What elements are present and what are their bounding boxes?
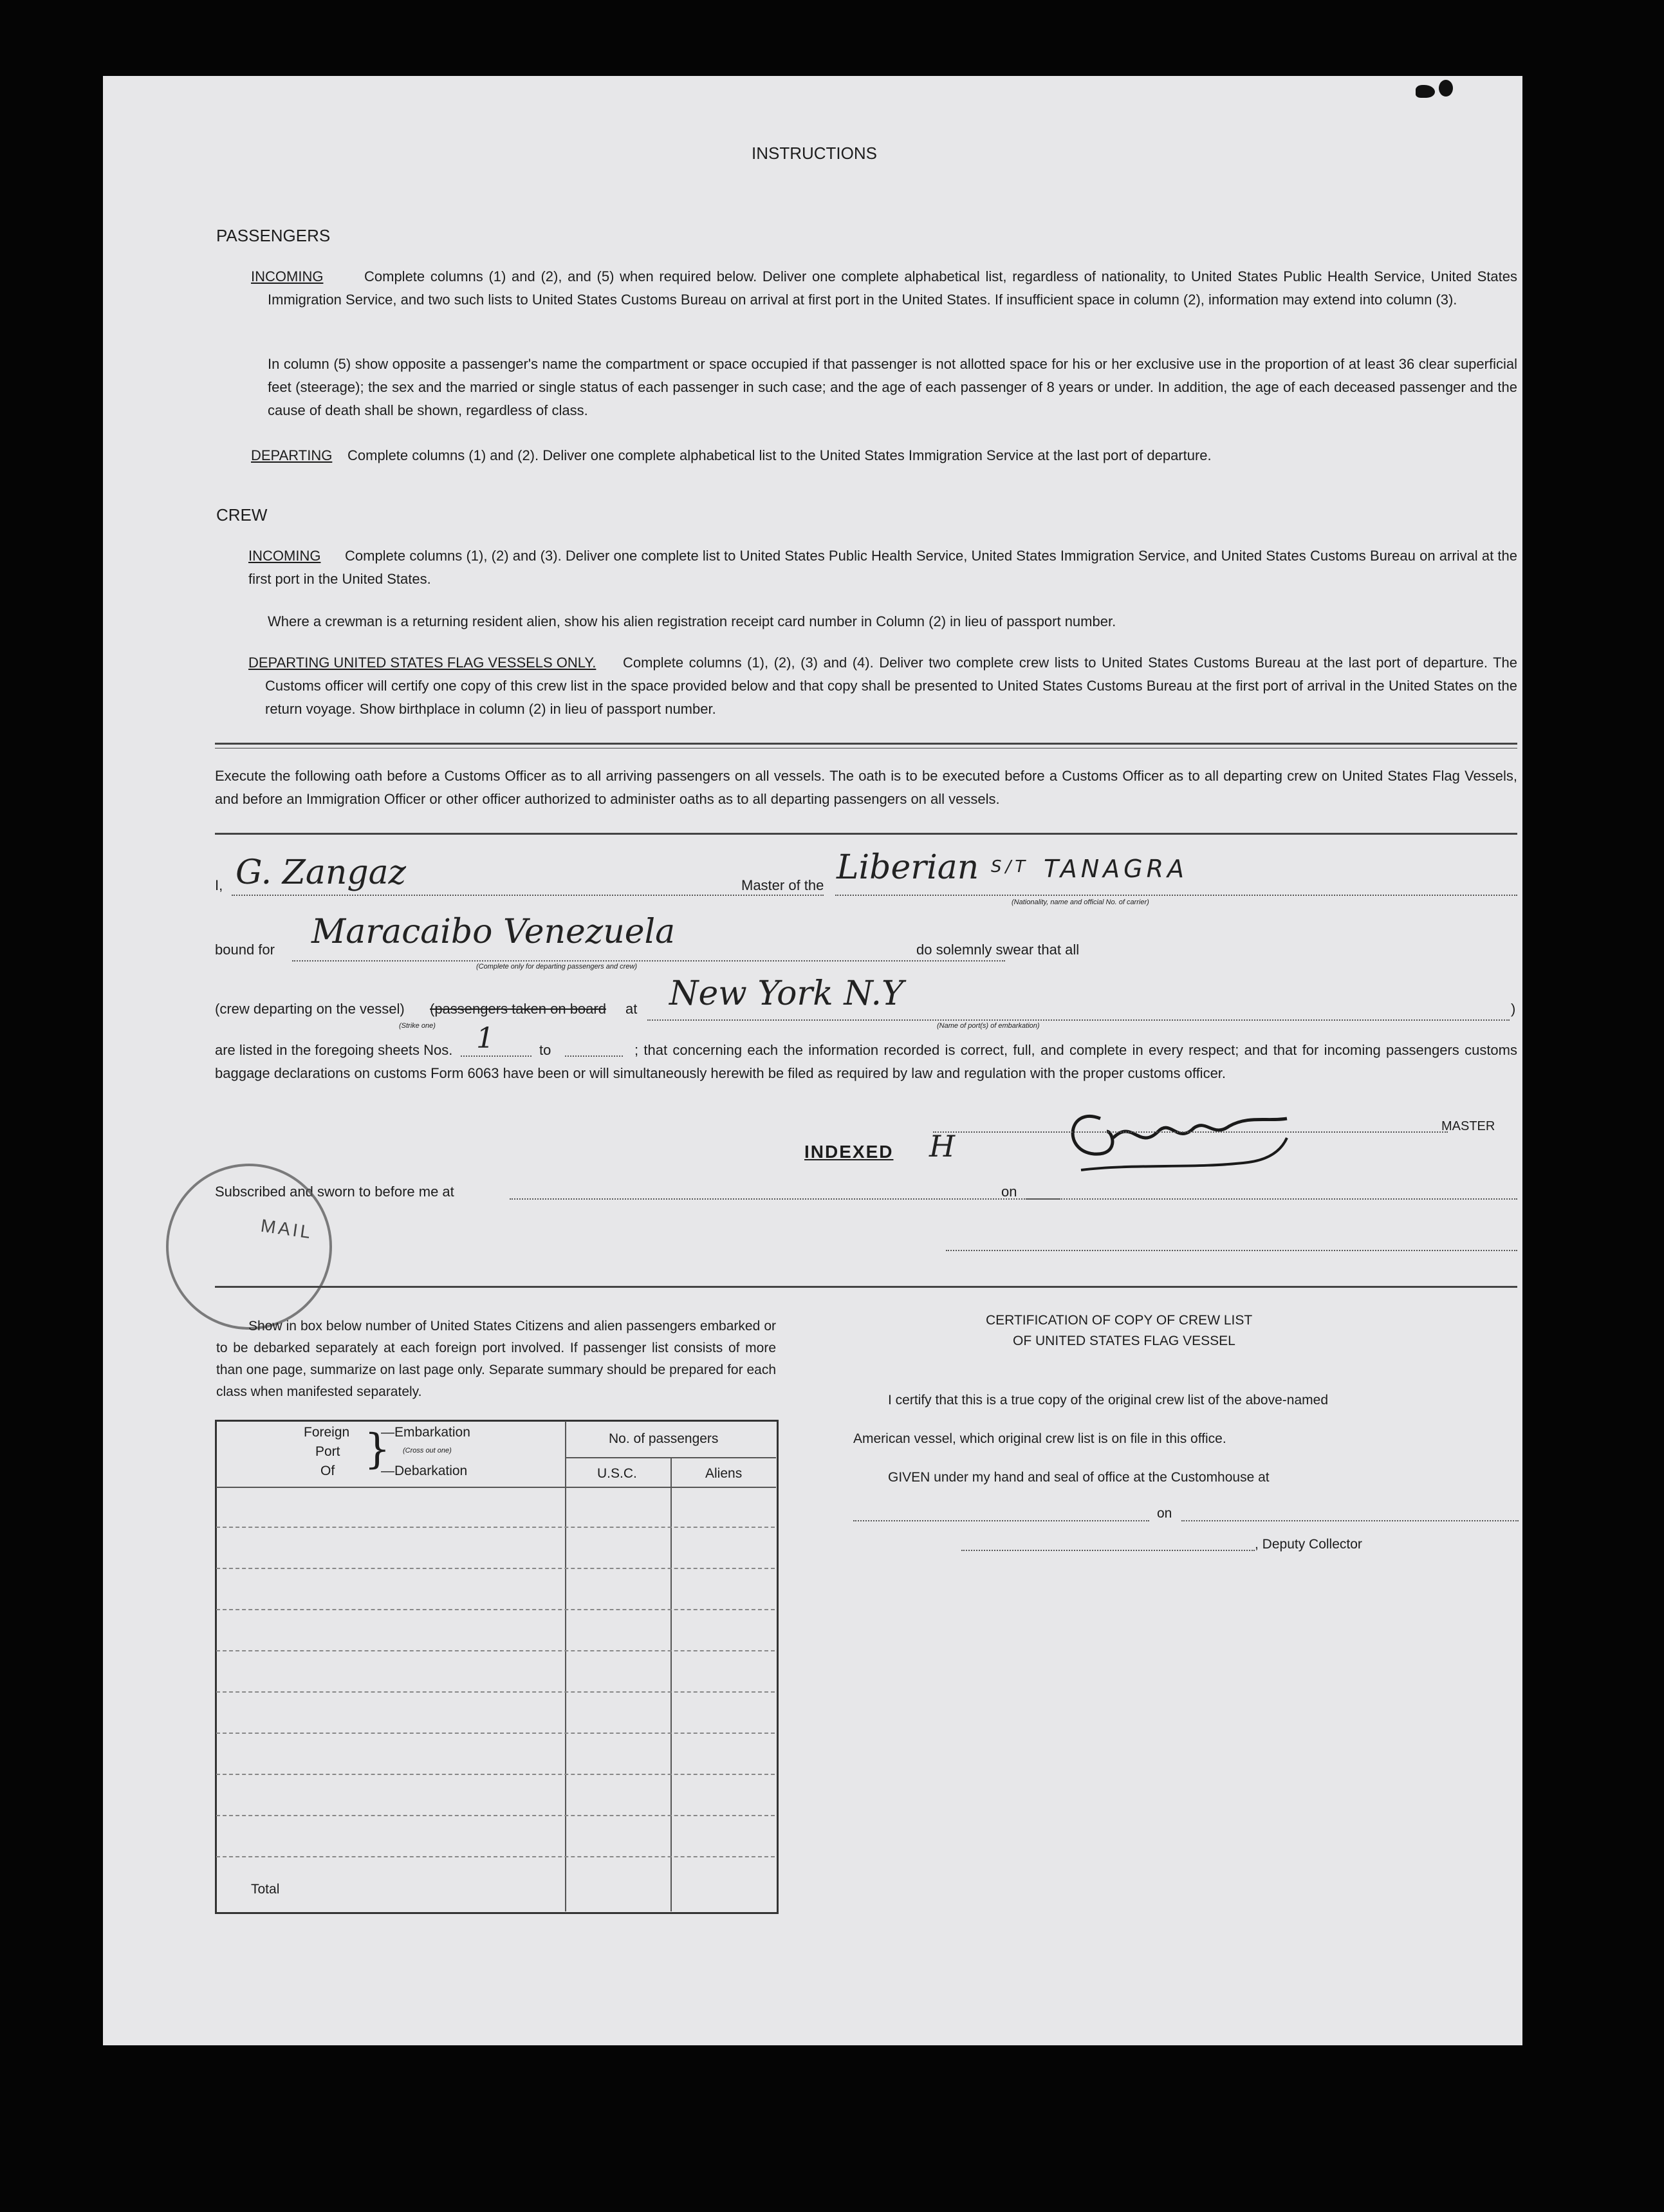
- certification-title-1: CERTIFICATION OF COPY OF CREW LIST: [986, 1313, 1253, 1328]
- passengers-departing-label: DEPARTING: [251, 447, 333, 463]
- officer-line: [946, 1250, 1517, 1251]
- certification-line-1: I certify that this is a true copy of the original crew list of the above-named: [888, 1393, 1328, 1408]
- embarkation-label: —Embarkation: [381, 1425, 470, 1440]
- passengers-taken-option: (passengers taken on board: [430, 1001, 606, 1017]
- passengers-incoming-text: Complete columns (1) and (2), and (5) when required below. Deliver one complete alphabetical list, regardless of nationality, to United States Public Health Service, United States Immigration Service, and two such lists to United States Customs Bureau on arrival at first port in the United States. If insufficient space in column (2), information may extend into column (3).: [268, 268, 1517, 308]
- crew-departing-text: Complete columns (1), (2), (3) and (4). Deliver two complete crew lists to United States Customs Bureau at the last port of departure. The Customs officer will certify one copy of this crew list in the space provided below and that copy shall be presented to United States Customs Bureau at the first port of arrival in the United States on the return voyage. Show birthplace in column (2) in lieu of passport number.: [265, 655, 1517, 717]
- swear-text: do solemnly swear that all: [916, 942, 1080, 958]
- crew-departing-option: (crew departing on the vessel): [215, 1001, 405, 1017]
- divider: [215, 1286, 1517, 1288]
- indexed-mark: H: [929, 1129, 956, 1164]
- form-page: [103, 76, 1522, 2045]
- destination-handwritten: Maracaibo Venezuela: [311, 913, 676, 951]
- table-divider: [565, 1421, 566, 1911]
- crew-incoming-text: Complete columns (1), (2) and (3). Deliver one complete list to United States Public Health Service, United States Immigration Service, and United States Customs Bureau on arrival at the first port in the United States.: [248, 548, 1517, 587]
- table-divider: [216, 1487, 776, 1488]
- cross-out-caption: (Cross out one): [403, 1447, 452, 1455]
- master-signature: [1055, 1093, 1326, 1176]
- total-label: Total: [251, 1882, 280, 1897]
- table-row: [216, 1609, 775, 1610]
- table-row: [216, 1691, 775, 1693]
- certification-line-2: American vessel, which original crew list is on file in this office.: [853, 1431, 1226, 1446]
- certification-title-2: OF UNITED STATES FLAG VESSEL: [1013, 1334, 1235, 1348]
- sheet-from-handwritten: 1: [476, 1022, 494, 1055]
- postmark-stamp: [166, 1164, 332, 1330]
- port-caption: (Name of port(s) of embarkation): [937, 1022, 1040, 1030]
- subscribed-place-line: [510, 1198, 1060, 1200]
- col-foreign: Foreign: [304, 1425, 350, 1440]
- postmark-text: MAIL: [259, 1215, 315, 1243]
- deputy-collector-label: , Deputy Collector: [1255, 1537, 1362, 1552]
- aliens-header: Aliens: [705, 1466, 743, 1481]
- to-label: to: [539, 1042, 551, 1058]
- divider: [215, 833, 1517, 835]
- paper-damage: [1439, 80, 1453, 97]
- vessel-prefix-handwritten: S/T: [991, 857, 1030, 877]
- crew-incoming-label: INCOMING: [248, 548, 321, 564]
- i-label: I,: [215, 877, 223, 893]
- subscribed-date-line: [1026, 1198, 1517, 1200]
- oath-intro-text: Execute the following oath before a Customs Officer as to all arriving passengers on all vessels. The oath is to be executed before a Customs Officer as to all departing crew on United States Flag Vessels, and before an Immigration Officer or other officer authorized to administer oaths as to all departing passengers on all vessels.: [215, 768, 1517, 807]
- strike-caption: (Strike one): [399, 1022, 436, 1030]
- table-row: [216, 1527, 775, 1528]
- on-label: on: [1001, 1184, 1017, 1200]
- master-of-label: Master of the: [741, 877, 824, 893]
- certification-date-line: [1181, 1520, 1519, 1521]
- certification-line-3: GIVEN under my hand and seal of office at the Customhouse at: [888, 1470, 1270, 1485]
- passenger-summary-table: [215, 1420, 779, 1914]
- port-line: [647, 1019, 1510, 1021]
- table-row: [216, 1856, 775, 1857]
- master-name-line: [232, 895, 824, 896]
- vessel-caption: (Nationality, name and official No. of carrier): [1012, 898, 1149, 906]
- passengers-incoming-label: INCOMING: [251, 268, 324, 284]
- crew-departing-label: DEPARTING UNITED STATES FLAG VESSELS ONLY.: [248, 655, 596, 671]
- passengers-heading: PASSENGERS: [216, 226, 331, 245]
- close-paren: ): [1511, 1001, 1516, 1017]
- vessel-nationality-handwritten: Liberian: [837, 848, 979, 887]
- master-label: MASTER: [1441, 1119, 1495, 1133]
- subscribed-label: Subscribed and sworn to before me at: [215, 1184, 454, 1200]
- table-row: [216, 1568, 775, 1569]
- usc-header: U.S.C.: [597, 1466, 637, 1481]
- listed-rest-text: ; that concerning each the information recorded is correct, full, and complete in every respect; and that for incoming passengers customs baggage declarations on customs Form 6063 have been or will simultaneously herewith be filed as required by law and regulation with the proper customs officer.: [215, 1042, 1517, 1081]
- deputy-signature-line: [961, 1550, 1255, 1551]
- crew-resident-text: Where a crewman is a returning resident alien, show his alien registration receipt card number in Column (2) in lieu of passport number.: [268, 613, 1116, 629]
- table-row: [216, 1815, 775, 1816]
- bound-for-label: bound for: [215, 942, 275, 958]
- no-passengers-header: No. of passengers: [609, 1431, 719, 1446]
- passengers-column5-text: In column (5) show opposite a passenger's name the compartment or space occupied if that passenger is not allotted space for his or her exclusive use in the proportion of at least 36 clear superficial feet (steerage); the sex and the married or single status of each passenger in such case; and the age of each passenger of 8 years or under. In addition, the age of each deceased passenger and the cause of death shall be shown, regardless of class.: [268, 356, 1517, 418]
- col-of: Of: [320, 1464, 335, 1478]
- at-label: at: [625, 1001, 638, 1017]
- vessel-line: [835, 895, 1517, 896]
- master-name-handwritten: G. Zangaz: [236, 853, 407, 892]
- col-port: Port: [315, 1444, 340, 1459]
- vessel-name-handwritten: TANAGRA: [1044, 855, 1188, 883]
- brace: }: [364, 1426, 391, 1473]
- table-row: [216, 1650, 775, 1651]
- paper-damage: [1416, 85, 1435, 98]
- table-row: [216, 1774, 775, 1775]
- divider: [215, 743, 1517, 745]
- page-title: INSTRUCTIONS: [752, 144, 877, 163]
- indexed-stamp: INDEXED: [804, 1142, 894, 1162]
- listed-prefix: are listed in the foregoing sheets Nos.: [215, 1042, 453, 1058]
- crew-heading: CREW: [216, 505, 268, 525]
- customhouse-line: [853, 1520, 1149, 1521]
- embark-port-handwritten: New York N.Y: [669, 974, 904, 1013]
- summary-instructions: Show in box below number of United States Citizens and alien passengers embarked or to be debarked separately at each foreign port involved. If passenger list consists of more than one page, summarize on last page only. Separate summary should be prepared for each class when manifested separately.: [216, 1319, 776, 1399]
- table-divider: [670, 1457, 672, 1911]
- debarkation-label: —Debarkation: [381, 1464, 468, 1478]
- passengers-departing-text: Complete columns (1) and (2). Deliver one complete alphabetical list to the United States Immigration Service at the last port of departure.: [347, 447, 1212, 463]
- destination-caption: (Complete only for departing passengers and crew): [476, 963, 638, 971]
- signature-line: [933, 1131, 1448, 1133]
- certification-on-label: on: [1157, 1506, 1172, 1521]
- table-row: [216, 1733, 775, 1734]
- destination-line: [292, 960, 1005, 962]
- table-divider: [566, 1457, 776, 1458]
